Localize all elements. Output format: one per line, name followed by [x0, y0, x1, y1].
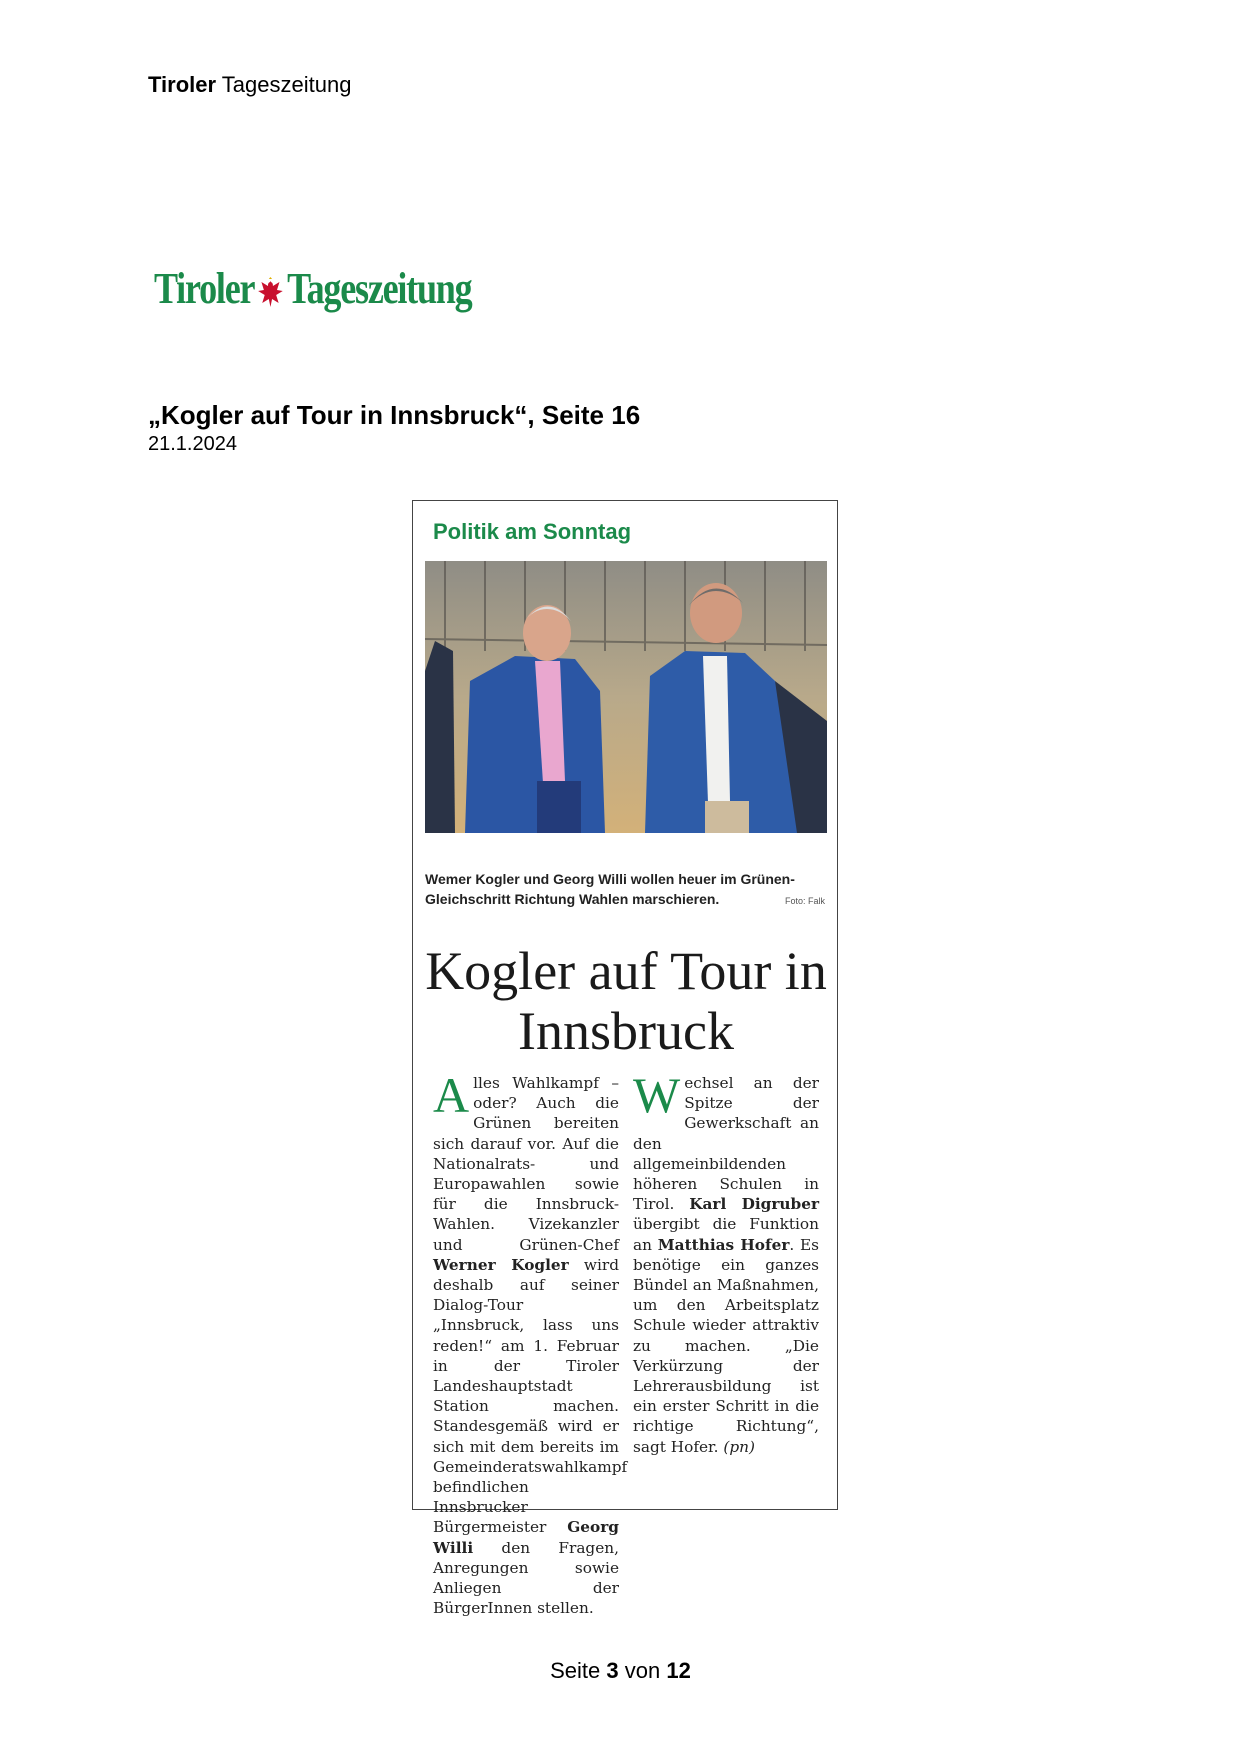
- document-date: 21.1.2024: [148, 433, 237, 455]
- article-paragraph-1: [433, 1067, 628, 1618]
- person-name: Werner Kogler: [433, 1255, 569, 1274]
- footer-prefix: Seite: [550, 1658, 601, 1683]
- document-title: „Kogler auf Tour in Innsbruck“, Seite 16: [148, 400, 641, 430]
- source-brand-bold: Tiroler: [148, 72, 217, 97]
- article-paragraph-2: [633, 1067, 820, 1457]
- dropcap: A: [433, 1067, 470, 1123]
- person-name: Matthias Hofer: [657, 1235, 790, 1254]
- page-footer: [0, 1658, 1241, 1684]
- newspaper-logo: [154, 262, 471, 314]
- newspaper-clipping: [412, 500, 838, 1618]
- text-span: den Fragen, Anregungen sowie Anliegen der BürgerInnen stellen.: [433, 1538, 619, 1618]
- text-span: wird deshalb auf seiner Dialog-Tour „Innsbruck, lass uns reden!“ am 1. Februar in der Tiroler Landeshauptstadt Station machen. Standesgemäß wird er sich mit dem bereits im Gemeinderatswahlkampf befindlichen Innsbrucker Bürgermeister: [433, 1255, 628, 1537]
- text-span: lles Wahlkampf – oder? Auch die Grünen bereiten sich darauf vor. Auf die Nationalrats- und Europawahlen sowie für die Innsbruck-Wahlen. Vizekanzler und Grünen-Chef: [433, 1074, 619, 1254]
- footer-page-total: 12: [666, 1658, 691, 1683]
- article-column-right: [633, 1067, 820, 1618]
- section-rubric: Politik am Sonntag: [433, 519, 632, 544]
- photo-caption: Wemer Kogler und Georg Willi wollen heuer im Grünen-Gleichschritt Richtung Wahlen marschieren.: [425, 871, 795, 907]
- tyrolean-eagle-icon: [257, 271, 285, 305]
- person-name: Karl Digruber: [689, 1195, 820, 1214]
- footer-page-number: 3: [606, 1658, 619, 1683]
- article-column-left: [433, 1067, 628, 1618]
- text-span: übergibt die Funktion an: [633, 1215, 819, 1254]
- article-headline: Kogler auf Tour in Innsbruck: [425, 941, 827, 1061]
- person-name: Georg Willi: [433, 1518, 619, 1557]
- article-photo: [425, 561, 827, 833]
- text-span: echsel an der Spitze der Gewerkschaft an den allgemeinbildenden höheren Schulen in Tirol.: [633, 1074, 819, 1214]
- text-span: . Es benötige ein ganzes Bündel an Maßnahmen, um den Arbeitsplatz Schule wieder attraktiv zu machen. „Die Verkürzung der Lehrerausbildung ist ein erster Schritt in die richtige Richtung“, sagt Hofer.: [633, 1235, 819, 1456]
- logo-text-right: Tageszeitung: [287, 263, 472, 313]
- photo-credit: Foto: Falk: [784, 896, 825, 906]
- article-body: [433, 1067, 820, 1618]
- source-brand-rest: Tageszeitung: [221, 72, 352, 97]
- dropcap: W: [633, 1067, 681, 1123]
- source-header: [148, 72, 351, 98]
- footer-middle: von: [624, 1658, 661, 1683]
- logo-text-left: Tiroler: [154, 263, 255, 313]
- author-signature: (pn): [723, 1437, 755, 1456]
